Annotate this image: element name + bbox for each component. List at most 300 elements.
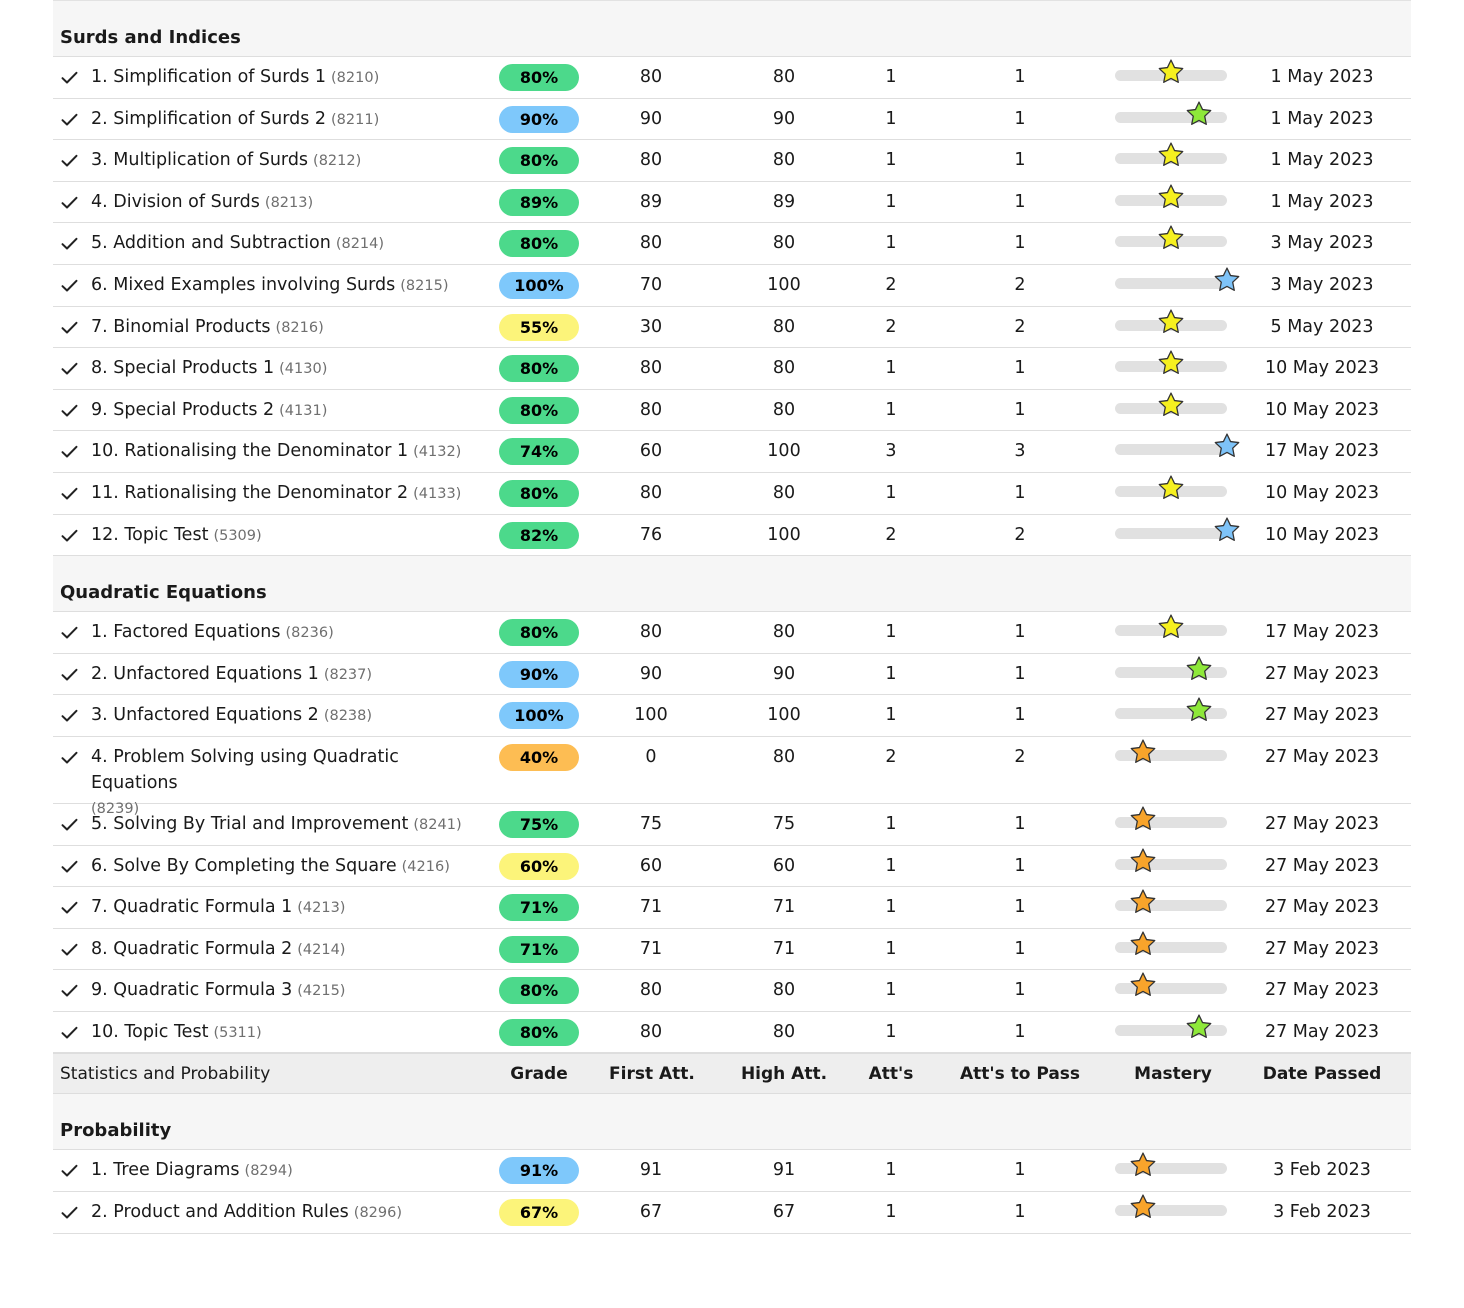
high-attempt: 89: [772, 191, 796, 212]
high-attempt: 80: [772, 67, 796, 87]
attempts: 1: [885, 938, 897, 959]
topic-name[interactable]: [91, 1012, 262, 1053]
topic-title[interactable]: 1. Simplification of Surds 1: [91, 67, 327, 87]
date-passed: 5 May 2023: [1270, 316, 1374, 337]
date-passed: 27 May 2023: [1264, 855, 1380, 876]
grade-badge: 100%: [499, 272, 579, 299]
date-passed: 10 May 2023: [1264, 524, 1380, 545]
attempts: 1: [885, 233, 897, 254]
high-attempt: 91: [772, 1160, 796, 1181]
attempts: 1: [885, 482, 897, 503]
first-attempt: 30: [639, 316, 663, 337]
topic-name[interactable]: [91, 1192, 402, 1233]
mastery-star-icon: [1129, 888, 1157, 916]
table-row[interactable]: [53, 473, 1411, 515]
grade-badge: 80%: [499, 977, 579, 1004]
mastery-track: [1115, 1163, 1227, 1174]
attempts-to-pass: 2: [1014, 524, 1026, 545]
mastery-track: [1115, 486, 1227, 497]
topic-code: (8237): [323, 666, 373, 683]
check-icon: [61, 668, 79, 682]
high-attempt: 100: [767, 705, 801, 726]
mastery-track: [1115, 195, 1227, 206]
check-icon: [61, 1164, 79, 1178]
grade-badge: 80%: [499, 397, 579, 424]
topic-name[interactable]: [91, 1150, 293, 1191]
attempts-to-pass: 1: [1014, 482, 1026, 503]
topic-code: (8296): [353, 1205, 403, 1222]
topic-code: (8216): [275, 319, 324, 336]
first-attempt: 71: [639, 938, 663, 959]
high-attempt: 80: [772, 482, 796, 503]
topic-name[interactable]: [91, 887, 345, 928]
attempts-to-pass: 1: [1014, 191, 1026, 212]
attempts-to-pass: 1: [1014, 705, 1026, 726]
topic-name[interactable]: [91, 140, 361, 181]
header-attempts[interactable]: Att's: [868, 1064, 914, 1085]
grade-badge: 75%: [499, 811, 579, 838]
grade-badge: 100%: [499, 702, 579, 729]
mastery-star-icon: [1129, 738, 1157, 766]
table-row[interactable]: [53, 1192, 1411, 1234]
topic-title[interactable]: 8. Special Products 1: [91, 358, 275, 379]
first-attempt: 70: [639, 274, 663, 295]
table-row[interactable]: [53, 265, 1411, 307]
grade-badge: 80%: [499, 230, 579, 257]
attempts-to-pass: 2: [1014, 746, 1026, 767]
grade-badge: 71%: [499, 894, 579, 921]
attempts: 2: [885, 524, 897, 545]
mastery-track: [1115, 278, 1227, 289]
first-attempt: 71: [639, 897, 663, 918]
mastery-star-icon: [1157, 474, 1185, 502]
first-attempt: 80: [639, 67, 663, 87]
topic-code: (8294): [244, 1163, 293, 1180]
high-attempt: 80: [772, 150, 796, 171]
date-passed: 3 May 2023: [1270, 274, 1374, 295]
attempts: 1: [885, 67, 897, 87]
topic-title[interactable]: 4. Problem Solving using Quadratic Equations: [91, 746, 399, 793]
mastery-star-icon: [1129, 1151, 1157, 1179]
attempts-to-pass: 1: [1014, 358, 1026, 379]
table-row[interactable]: [53, 307, 1411, 349]
attempts-to-pass: 1: [1014, 1202, 1026, 1223]
section-header: [53, 1, 1411, 57]
topic-title[interactable]: 2. Simplification of Surds 2: [91, 108, 327, 129]
date-passed: 1 May 2023: [1270, 67, 1374, 87]
date-passed: 1 May 2023: [1270, 108, 1374, 129]
grade-badge: 60%: [499, 853, 579, 880]
attempts-to-pass: 1: [1014, 938, 1026, 959]
check-icon: [61, 154, 79, 168]
attempts-to-pass: 1: [1014, 1160, 1026, 1181]
high-attempt: 90: [772, 663, 796, 684]
table-row[interactable]: [53, 140, 1411, 182]
section-title: Surds and Indices: [60, 27, 241, 48]
mastery-star-icon: [1129, 805, 1157, 833]
topic-code: (4130): [279, 361, 328, 378]
topic-title[interactable]: 8. Quadratic Formula 2: [91, 938, 293, 959]
check-icon: [61, 709, 79, 723]
mastery-star-icon: [1129, 1193, 1157, 1221]
date-passed: 3 Feb 2023: [1273, 1202, 1371, 1223]
grade-badge: 74%: [499, 438, 579, 465]
date-passed: 17 May 2023: [1264, 622, 1380, 643]
topic-title[interactable]: 4. Division of Surds: [91, 191, 260, 212]
date-passed: 27 May 2023: [1264, 980, 1380, 1001]
mastery-star-icon: [1185, 1013, 1213, 1041]
date-passed: 27 May 2023: [1264, 897, 1380, 918]
first-attempt: 80: [639, 358, 663, 379]
high-attempt: 80: [772, 980, 796, 1001]
table-row[interactable]: [53, 182, 1411, 224]
header-grade[interactable]: Grade: [510, 1064, 568, 1085]
topic-name[interactable]: [91, 515, 262, 556]
attempts: 2: [885, 316, 897, 337]
attempts-to-pass: 2: [1014, 274, 1026, 295]
topic-code: (8215): [400, 277, 449, 294]
table-row[interactable]: [53, 431, 1411, 473]
check-icon: [61, 1206, 79, 1220]
high-attempt: 100: [767, 441, 801, 462]
mastery-star-icon: [1213, 516, 1241, 544]
mastery-star-icon: [1157, 183, 1185, 211]
date-passed: 3 Feb 2023: [1273, 1160, 1371, 1181]
mastery-star-icon: [1185, 100, 1213, 128]
attempts: 1: [885, 1160, 897, 1181]
table-row[interactable]: [53, 390, 1411, 432]
mastery-track: [1115, 528, 1227, 539]
date-passed: 27 May 2023: [1264, 663, 1380, 684]
attempts: 1: [885, 855, 897, 876]
date-passed: 27 May 2023: [1264, 938, 1380, 959]
attempts: 1: [885, 1202, 897, 1223]
mastery-star-icon: [1213, 432, 1241, 460]
topic-code: (8210): [331, 70, 380, 86]
mastery-star-icon: [1157, 141, 1185, 169]
date-passed: 1 May 2023: [1270, 150, 1374, 171]
high-attempt: 100: [767, 274, 801, 295]
mastery-track: [1115, 153, 1227, 164]
first-attempt: 91: [639, 1160, 663, 1181]
grade-badge: 71%: [499, 936, 579, 963]
attempts-to-pass: 1: [1014, 233, 1026, 254]
mastery-star-icon: [1185, 696, 1213, 724]
table-row[interactable]: [53, 223, 1411, 265]
mastery-track: [1115, 236, 1227, 247]
mastery-track: [1115, 361, 1227, 372]
mastery-track: [1115, 708, 1227, 719]
mastery-track: [1115, 750, 1227, 761]
first-attempt: 80: [639, 980, 663, 1001]
attempts-to-pass: 1: [1014, 1021, 1026, 1042]
topic-title[interactable]: 10. Rationalising the Denominator 1: [91, 441, 409, 462]
mastery-track: [1115, 859, 1227, 870]
topic-name[interactable]: [91, 390, 327, 431]
mastery-star-icon: [1213, 266, 1241, 294]
date-passed: 27 May 2023: [1264, 813, 1380, 834]
topic-code: (5311): [213, 1024, 262, 1041]
attempts: 1: [885, 358, 897, 379]
first-attempt: 80: [639, 399, 663, 420]
first-attempt: 89: [639, 191, 663, 212]
high-attempt: 71: [772, 897, 796, 918]
table-row[interactable]: [53, 929, 1411, 971]
high-attempt: 67: [772, 1202, 796, 1223]
topic-title[interactable]: 2. Product and Addition Rules: [91, 1202, 349, 1223]
check-icon: [61, 1026, 79, 1040]
date-passed: 10 May 2023: [1264, 399, 1380, 420]
topic-name[interactable]: [91, 223, 384, 264]
attempts-to-pass: 1: [1014, 980, 1026, 1001]
topic-title[interactable]: 7. Binomial Products: [91, 316, 271, 337]
grade-badge: 80%: [499, 147, 579, 174]
check-icon: [61, 71, 79, 85]
check-icon: [61, 529, 79, 543]
grade-badge: 90%: [499, 661, 579, 688]
grade-badge: 80%: [499, 64, 579, 91]
topic-name[interactable]: [91, 348, 327, 389]
date-passed: 27 May 2023: [1264, 1021, 1380, 1042]
date-passed: 10 May 2023: [1264, 358, 1380, 379]
header-attempts-to-pass[interactable]: Att's to Pass: [959, 1064, 1081, 1085]
topic-title[interactable]: 12. Topic Test: [91, 524, 209, 545]
check-icon: [61, 860, 79, 874]
mastery-track: [1115, 625, 1227, 636]
check-icon: [61, 196, 79, 210]
high-attempt: 80: [772, 622, 796, 643]
topic-code: (8241): [413, 816, 462, 833]
grade-badge: 91%: [499, 1157, 579, 1184]
table-row[interactable]: [53, 970, 1411, 1012]
date-passed: 17 May 2023: [1264, 441, 1380, 462]
topic-code: (4133): [413, 485, 462, 502]
mastery-star-icon: [1185, 655, 1213, 683]
attempts: 1: [885, 980, 897, 1001]
attempts-to-pass: 1: [1014, 897, 1026, 918]
attempts-to-pass: 1: [1014, 399, 1026, 420]
high-attempt: 60: [772, 855, 796, 876]
mastery-star-icon: [1157, 308, 1185, 336]
attempts-to-pass: 2: [1014, 316, 1026, 337]
high-attempt: 71: [772, 938, 796, 959]
check-icon: [61, 362, 79, 376]
high-attempt: 80: [772, 316, 796, 337]
topic-name[interactable]: [91, 612, 334, 653]
topic-name[interactable]: [91, 431, 461, 472]
check-icon: [61, 404, 79, 418]
mastery-track: [1115, 320, 1227, 331]
check-icon: [61, 445, 79, 459]
topic-title[interactable]: 1. Factored Equations: [91, 622, 281, 643]
first-attempt: 60: [639, 855, 663, 876]
topic-name[interactable]: [91, 804, 462, 845]
attempts-to-pass: 1: [1014, 67, 1026, 87]
topic-title[interactable]: 11. Rationalising the Denominator 2: [91, 482, 409, 503]
high-attempt: 80: [772, 358, 796, 379]
first-attempt: 0: [645, 746, 657, 767]
table-row[interactable]: [53, 1012, 1411, 1054]
topic-code: (8214): [335, 236, 385, 253]
first-attempt: 80: [639, 1021, 663, 1042]
check-icon: [61, 818, 79, 832]
grade-badge: 80%: [499, 619, 579, 646]
table-row[interactable]: [53, 695, 1411, 737]
table-row[interactable]: [53, 654, 1411, 696]
topic-code: (8213): [264, 194, 314, 211]
header-first-attempt[interactable]: First Att.: [609, 1064, 695, 1085]
high-attempt: 75: [772, 813, 796, 834]
mastery-star-icon: [1157, 224, 1185, 252]
attempts-to-pass: 1: [1014, 150, 1026, 171]
topic-code: (4213): [297, 900, 346, 917]
topic-code: (4214): [297, 941, 346, 958]
topic-name[interactable]: [91, 929, 345, 970]
topic-name[interactable]: [91, 846, 450, 887]
table-row[interactable]: [53, 515, 1411, 557]
high-attempt: 90: [772, 108, 796, 129]
header-high-attempt[interactable]: High Att.: [740, 1064, 828, 1085]
high-attempt: 80: [772, 1021, 796, 1042]
grade-badge: 80%: [499, 480, 579, 507]
check-icon: [61, 901, 79, 915]
mastery-star-icon: [1157, 391, 1185, 419]
attempts-to-pass: 1: [1014, 855, 1026, 876]
attempts: 1: [885, 622, 897, 643]
table-row[interactable]: [53, 1150, 1411, 1192]
check-icon: [61, 237, 79, 251]
attempts: 1: [885, 813, 897, 834]
topic-title[interactable]: 5. Addition and Subtraction: [91, 233, 331, 254]
attempts-to-pass: 3: [1014, 441, 1026, 462]
grade-badge: 67%: [499, 1199, 579, 1226]
check-icon: [61, 751, 79, 765]
topic-title[interactable]: 10. Topic Test: [91, 1021, 209, 1042]
mastery-star-icon: [1129, 971, 1157, 999]
topic-name[interactable]: [91, 265, 448, 306]
topic-code: (4215): [297, 983, 346, 1000]
topic-title[interactable]: 6. Solve By Completing the Square: [91, 855, 397, 876]
attempts: 1: [885, 399, 897, 420]
first-attempt: 80: [639, 233, 663, 254]
section-header: [53, 556, 1411, 612]
topic-name[interactable]: [91, 473, 461, 514]
check-icon: [61, 113, 79, 127]
date-passed: 27 May 2023: [1264, 705, 1380, 726]
grade-badge: 55%: [499, 314, 579, 341]
high-attempt: 80: [772, 399, 796, 420]
grade-badge: 40%: [499, 744, 579, 771]
topic-name[interactable]: [91, 99, 379, 140]
topic-name[interactable]: [91, 970, 345, 1011]
mastery-track: [1115, 942, 1227, 953]
mastery-track: [1115, 983, 1227, 994]
topic-code: (8238): [323, 708, 373, 725]
mastery-star-icon: [1157, 349, 1185, 377]
table-row[interactable]: [53, 612, 1411, 654]
date-passed: 27 May 2023: [1264, 746, 1380, 767]
attempts-to-pass: 1: [1014, 108, 1026, 129]
high-attempt: 80: [772, 233, 796, 254]
grade-badge: 89%: [499, 189, 579, 216]
attempts-to-pass: 1: [1014, 813, 1026, 834]
mastery-star-icon: [1157, 58, 1185, 86]
topic-title[interactable]: 9. Quadratic Formula 3: [91, 980, 293, 1001]
mastery-star-icon: [1129, 847, 1157, 875]
date-passed: 3 May 2023: [1270, 233, 1374, 254]
topic-title[interactable]: 3. Multiplication of Surds: [91, 150, 309, 171]
topic-code: (8211): [331, 111, 380, 128]
table-row[interactable]: [53, 804, 1411, 846]
mastery-track: [1115, 403, 1227, 414]
grade-badge: 82%: [499, 522, 579, 549]
topic-title[interactable]: 2. Unfactored Equations 1: [91, 663, 319, 684]
attempts: 1: [885, 191, 897, 212]
table-row[interactable]: [53, 348, 1411, 390]
topic-title[interactable]: 5. Solving By Trial and Improvement: [91, 813, 409, 834]
topic-code: (4216): [401, 858, 450, 875]
section-title: Probability: [60, 1120, 172, 1142]
first-attempt: 80: [639, 482, 663, 503]
table-row[interactable]: [53, 887, 1411, 929]
topic-name[interactable]: [91, 307, 324, 348]
first-attempt: 60: [639, 441, 663, 462]
column-header-row: [53, 1053, 1411, 1094]
attempts: 1: [885, 150, 897, 171]
table-row[interactable]: [53, 99, 1411, 141]
topic-title[interactable]: 3. Unfactored Equations 2: [91, 705, 319, 726]
mastery-track: [1115, 1025, 1227, 1036]
attempts: 1: [885, 705, 897, 726]
first-attempt: 76: [639, 524, 663, 545]
topic-title[interactable]: 7. Quadratic Formula 1: [91, 897, 293, 918]
section-header: [53, 1094, 1411, 1150]
date-passed: 10 May 2023: [1264, 482, 1380, 503]
grade-badge: 80%: [499, 1019, 579, 1046]
topic-title[interactable]: 6. Mixed Examples involving Surds: [91, 274, 396, 295]
check-icon: [61, 626, 79, 640]
topic-title[interactable]: 9. Special Products 2: [91, 399, 275, 420]
header-mastery[interactable]: Mastery: [1134, 1064, 1212, 1085]
first-attempt: 80: [639, 150, 663, 171]
attempts: 2: [885, 274, 897, 295]
attempts: 2: [885, 746, 897, 767]
topic-name[interactable]: [91, 182, 313, 223]
attempts: 3: [885, 441, 897, 462]
attempts: 1: [885, 663, 897, 684]
topic-name[interactable]: [91, 695, 372, 736]
topic-code: (5309): [213, 527, 262, 544]
check-icon: [61, 279, 79, 293]
first-attempt: 100: [634, 705, 668, 726]
topic-name[interactable]: [91, 57, 379, 98]
mastery-track: [1115, 1205, 1227, 1216]
table-row[interactable]: [53, 846, 1411, 888]
mastery-track: [1115, 444, 1227, 455]
header-date-passed[interactable]: Date Passed: [1262, 1064, 1382, 1085]
table-row[interactable]: [53, 57, 1411, 99]
topic-name[interactable]: [91, 654, 372, 695]
check-icon: [61, 943, 79, 957]
topic-code: (8239): [91, 800, 140, 817]
mastery-star-icon: [1129, 930, 1157, 958]
table-row[interactable]: [53, 737, 1411, 817]
first-attempt: 67: [639, 1202, 663, 1223]
mastery-track: [1115, 70, 1227, 81]
check-icon: [61, 321, 79, 335]
attempts-to-pass: 1: [1014, 622, 1026, 643]
topic-title[interactable]: 1. Tree Diagrams: [91, 1160, 240, 1181]
